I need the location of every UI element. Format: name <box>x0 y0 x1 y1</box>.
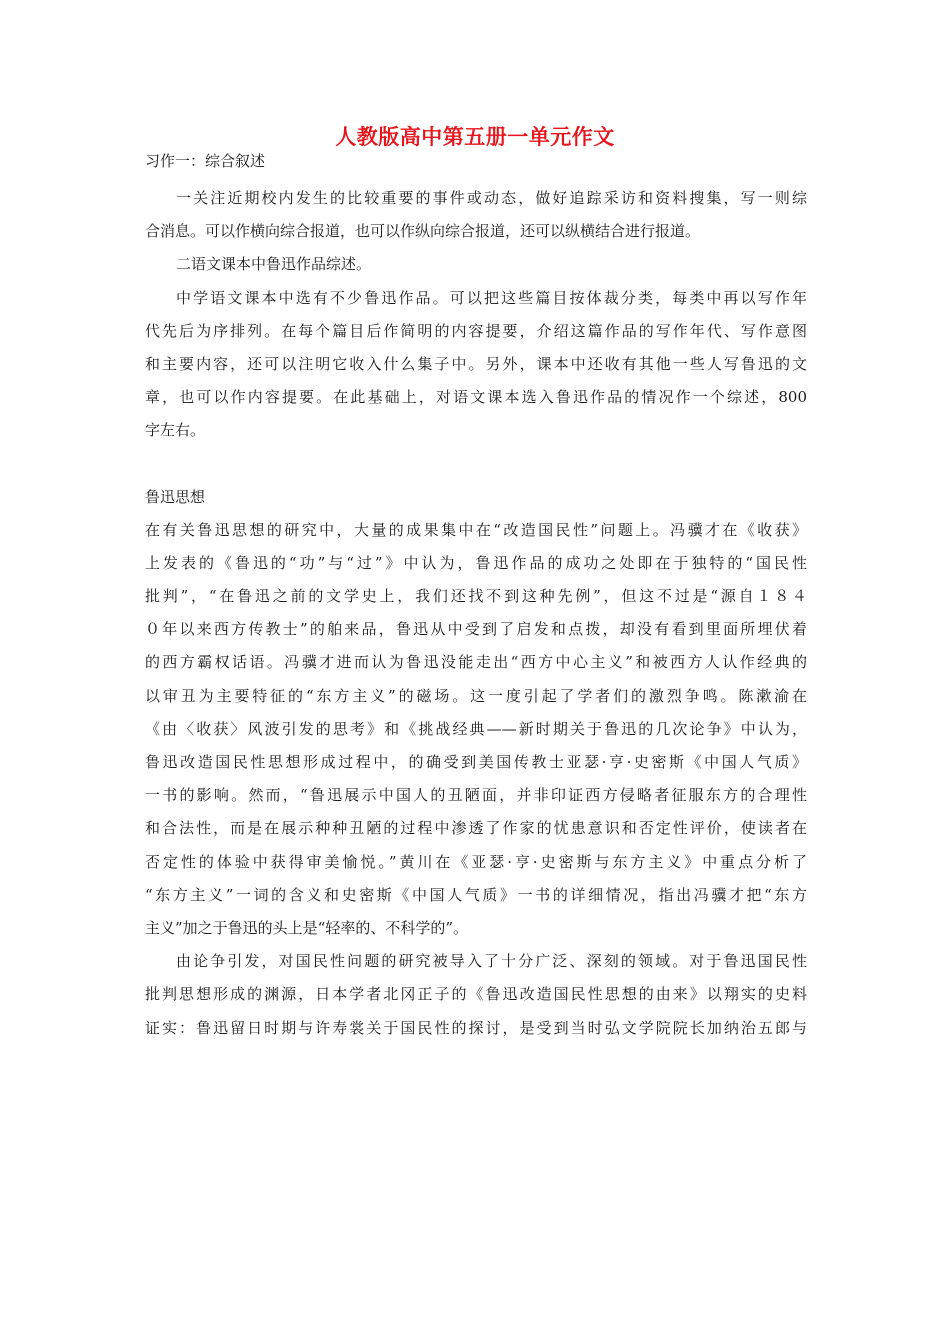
text-line: 批判思想形成的渊源，日本学者北冈正子的《鲁迅改造国民性思想的由来》以翔实的史料 <box>145 985 807 1004</box>
text-line: 《由〈收获〉风波引发的思考》和《挑战经典——新时期关于鲁迅的几次论争》中认为， <box>145 719 807 738</box>
text-line: 和合法性，而是在展示种种丑陋的过程中渗透了作家的忧患意识和否定性评价，使读者在 <box>145 819 807 838</box>
text-line: 合消息。可以作横向综合报道，也可以作纵向综合报道，还可以纵横结合进行报道。 <box>145 222 701 241</box>
text-line: 中学语文课本中选有不少鲁迅作品。可以把这些篇目按体裁分类，每类中再以写作年 <box>176 288 807 307</box>
text-line: 字左右。 <box>145 421 206 440</box>
text-line: 否定性的体验中获得审美愉悦。”黄川在《亚瑟·亨·史密斯与东方主义》中重点分析了 <box>145 852 807 871</box>
text-line: 一关注近期校内发生的比较重要的事件或动态，做好追踪采访和资料搜集，写一则综 <box>176 189 807 207</box>
text-line: 批判”，“在鲁迅之前的文学史上，我们还找不到这种先例”，但这不过是“源自１８４ <box>145 587 807 606</box>
text-line: 代先后为序排列。在每个篇目后作简明的内容提要，介绍这篇作品的写作年代、写作意图 <box>145 321 807 340</box>
text-line: 的西方霸权话语。冯骥才进而认为鲁迅没能走出“西方中心主义”和被西方人认作经典的 <box>145 653 807 672</box>
text-line: 以审丑为主要特征的“东方主义”的磁场。这一度引起了学者们的激烈争鸣。陈漱渝在 <box>145 686 807 705</box>
text-line: 在有关鲁迅思想的研究中，大量的成果集中在“改造国民性”问题上。冯骥才在《收获》 <box>145 520 807 539</box>
paragraph-lines <box>145 182 807 1045</box>
blank-line <box>145 448 807 481</box>
text-line: 二语文课本中鲁迅作品综述。 <box>176 255 372 274</box>
text-line: 鲁迅改造国民性思想形成过程中，的确受到美国传教士亚瑟·亨·史密斯《中国人气质》 <box>145 753 807 771</box>
document-title: 人教版高中第五册一单元作文 <box>335 124 615 149</box>
text-line: 主义”加之于鲁迅的头上是“轻率的、不科学的”。 <box>145 918 469 937</box>
text-line: 和主要内容，还可以注明它收入什么集子中。另外，课本中还收有其他一些人写鲁迅的文 <box>145 354 807 373</box>
text-line: “东方主义”一词的含义和史密斯《中国人气质》一书的详细情况，指出冯骥才把“东方 <box>145 885 807 904</box>
text-line: 上发表的《鲁迅的“功”与“过”》中认为，鲁迅作品的成功之处即在于独特的“国民性 <box>145 553 807 572</box>
section-heading: 习作一：综合叙述 <box>145 152 266 170</box>
text-line: 鲁迅思想 <box>145 487 206 506</box>
text-line: 证实：鲁迅留日时期与许寿裳关于国民性的探讨，是受到当时弘文学院院长加纳治五郎与 <box>145 1018 807 1037</box>
text-line: 一书的影响。然而，“鲁迅展示中国人的丑陋面，并非印证西方侵略者征服东方的合理性 <box>145 786 807 805</box>
text-line: 章，也可以作内容提要。在此基础上，对语文课本选入鲁迅作品的情况作一个综述，800 <box>145 388 807 407</box>
document-body <box>145 150 807 1045</box>
text-line: 由论争引发，对国民性问题的研究被导入了十分广泛、深刻的领域。对于鲁迅国民性 <box>176 952 807 971</box>
text-line: ０年以来西方传教士”的舶来品，鲁迅从中受到了启发和点拨，却没有看到里面所埋伏着 <box>145 620 807 639</box>
